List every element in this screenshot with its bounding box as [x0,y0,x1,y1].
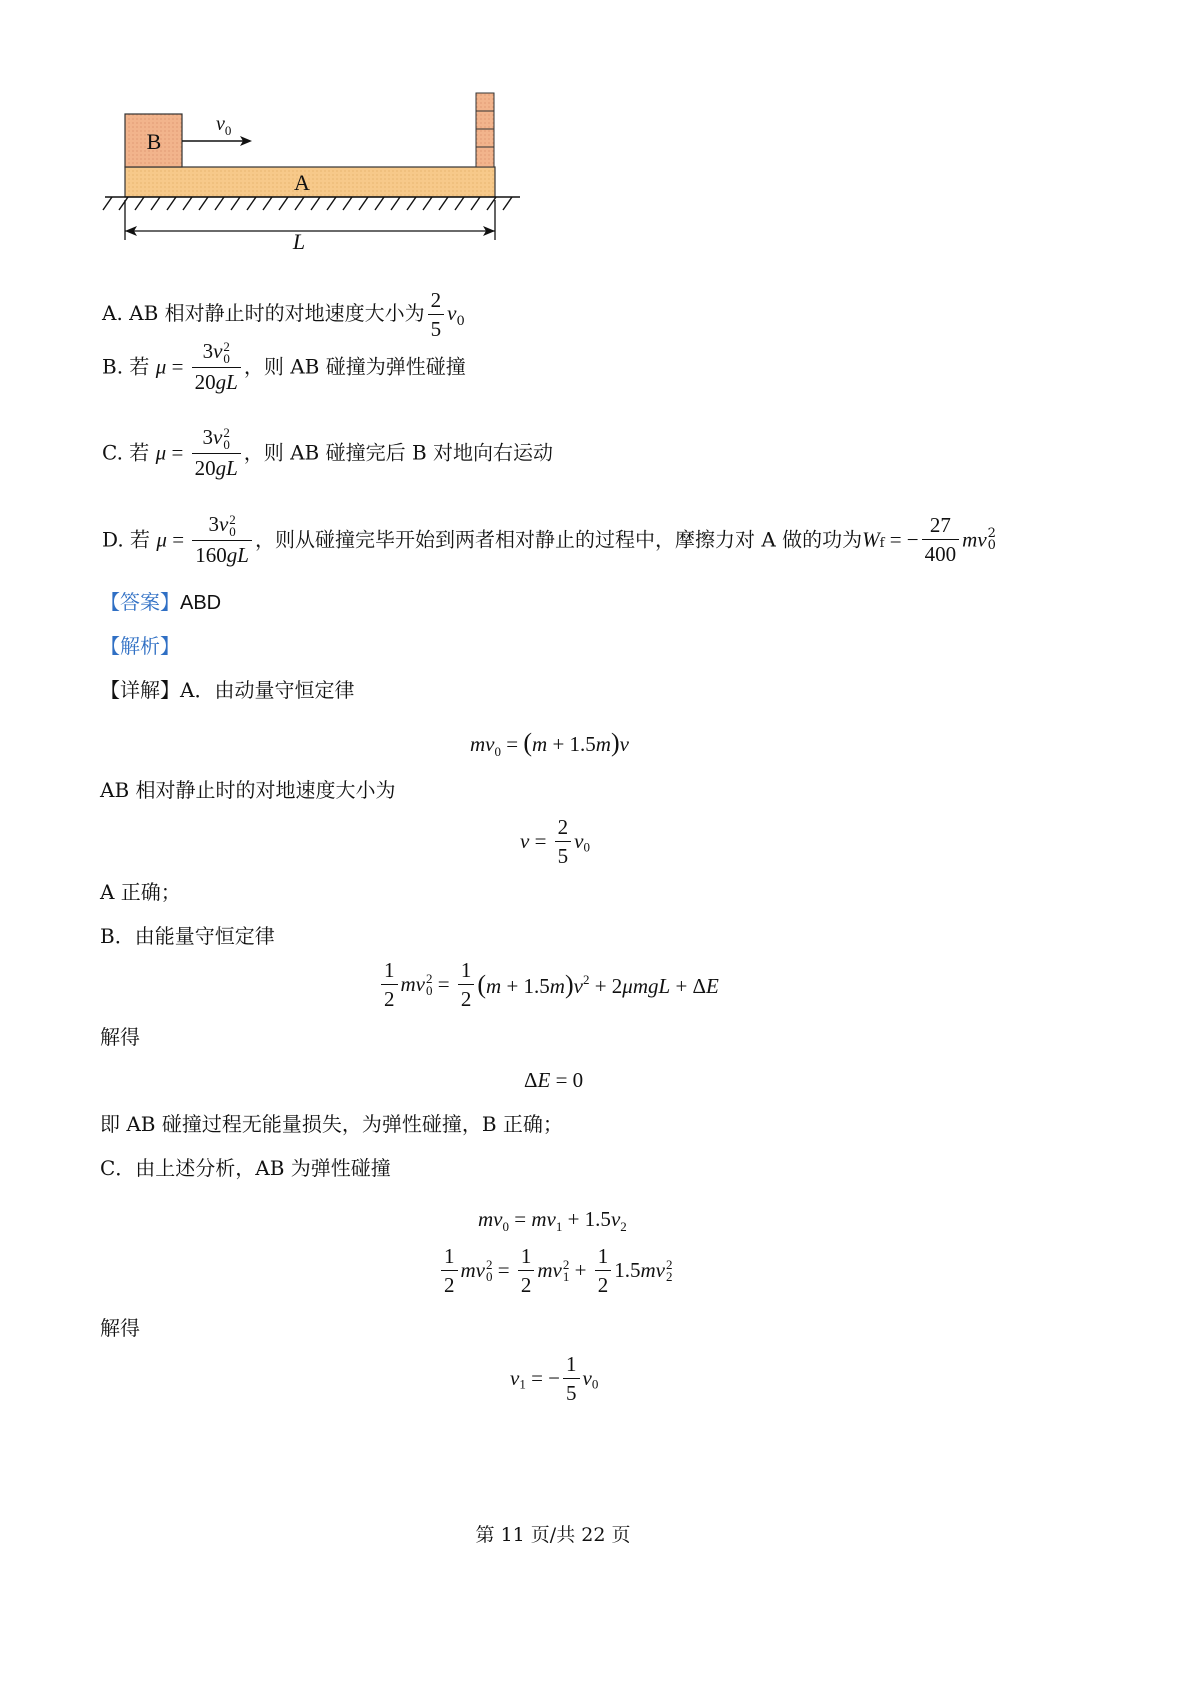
option-b-mu-fraction: 3v 2 0 20gL [192,339,241,394]
equation-common-velocity: v = $\frac{2}{5}$ $v_0$ [520,815,590,868]
stop-wall [476,93,494,167]
detail-b-intro: B．由能量守恒定律 [100,924,275,948]
detail-a-line2: AB 相对静止时的对地速度大小为 [100,778,396,802]
board-a-label: A [294,170,310,195]
equation-v1: $v_1$ = − $\frac{1}{5}$ $v_0$ [510,1352,599,1405]
detail-a-intro-text: A．由动量守恒定律 [180,678,355,702]
option-d-work-fraction: $\frac{27}{400}$ [922,513,960,566]
answer-label: 【答案】 [100,590,180,614]
analysis-label: 【解析】 [100,634,180,658]
detail-c-intro: C．由上述分析，AB 为弹性碰撞 [100,1156,391,1180]
equation-delta-e: ΔE = 0 [524,1068,584,1092]
detail-a-intro [100,678,354,702]
option-c-prefix: C. 若 [102,440,150,465]
option-c: C. 若 μ = 3v 2 0 20gL ，则 AB 碰撞完后 B 对地向右运动 [102,425,554,481]
option-d-prefix: D. 若 [102,527,151,552]
detail-label: 【详解】 [100,678,180,702]
length-dimension [125,200,495,240]
physics-figure [100,90,540,280]
option-d: D. 若 μ = 3v 2 0 160gL ，则从碰撞完毕开始到两者相对静止的过程中，摩擦力对 A 做的功为Wf = − $\frac{27}{400}$ mv 2 0 [102,512,996,568]
length-label: L [292,229,306,254]
detail-solve-1: 解得 [100,1025,140,1049]
ground [103,197,520,210]
page-footer: 第 11 页/共 22 页 [475,1524,631,1546]
option-a: A. AB 相对静止时的对地速度大小为 $\frac{2}{5}$ $v_0$ [102,288,465,341]
velocity-label: $v_0$ [216,113,232,138]
detail-b-conclusion: 即 AB 碰撞过程无能量损失，为弹性碰撞，B 正确； [100,1112,563,1136]
answer-line [100,590,221,615]
option-a-text: A. AB 相对静止时的对地速度大小为 [102,301,425,325]
velocity-arrow [182,136,252,146]
option-d-mu-fraction: 3v 2 0 160gL [192,512,252,567]
block-b-label: B [146,129,162,154]
option-c-suffix: ，则 AB 碰撞完后 B 对地向右运动 [243,440,554,465]
equation-momentum: $mv_0 = (m + 1.5m)v$ [470,728,629,759]
board-a [125,167,495,197]
option-a-fraction: $\frac{2}{5}$ [428,288,445,341]
equation-energy-elastic: $\frac{1}{2}$ mv 2 0 = $\frac{1}{2}$ mv 2 1 + $\frac{1}{2}$ 1.5mv 2 2 [438,1244,672,1297]
option-b: B. 若 μ = 3v 2 0 20gL ，则 AB 碰撞为弹性碰撞 [102,339,466,395]
detail-a-conclusion: A 正确； [100,880,181,904]
equation-momentum-elastic: $mv_0 = mv_1 + 1.5v_2$ [478,1207,627,1234]
detail-solve-2: 解得 [100,1316,140,1340]
option-d-suffix: ，则从碰撞完毕开始到两者相对静止的过程中，摩擦力对 A 做的功为 [254,527,863,552]
option-b-suffix: ，则 AB 碰撞为弹性碰撞 [243,354,466,379]
analysis-line [100,634,180,658]
equation-energy: $\frac{1}{2}$ mv 2 0 = $\frac{1}{2}$ $(m + 1.5m)v^2 + 2\mu mgL + \Delta E$ [378,958,719,1011]
answer-value: ABD [180,592,222,614]
option-c-mu-fraction: 3v 2 0 20gL [192,425,241,480]
option-b-prefix: B. 若 [102,354,150,379]
